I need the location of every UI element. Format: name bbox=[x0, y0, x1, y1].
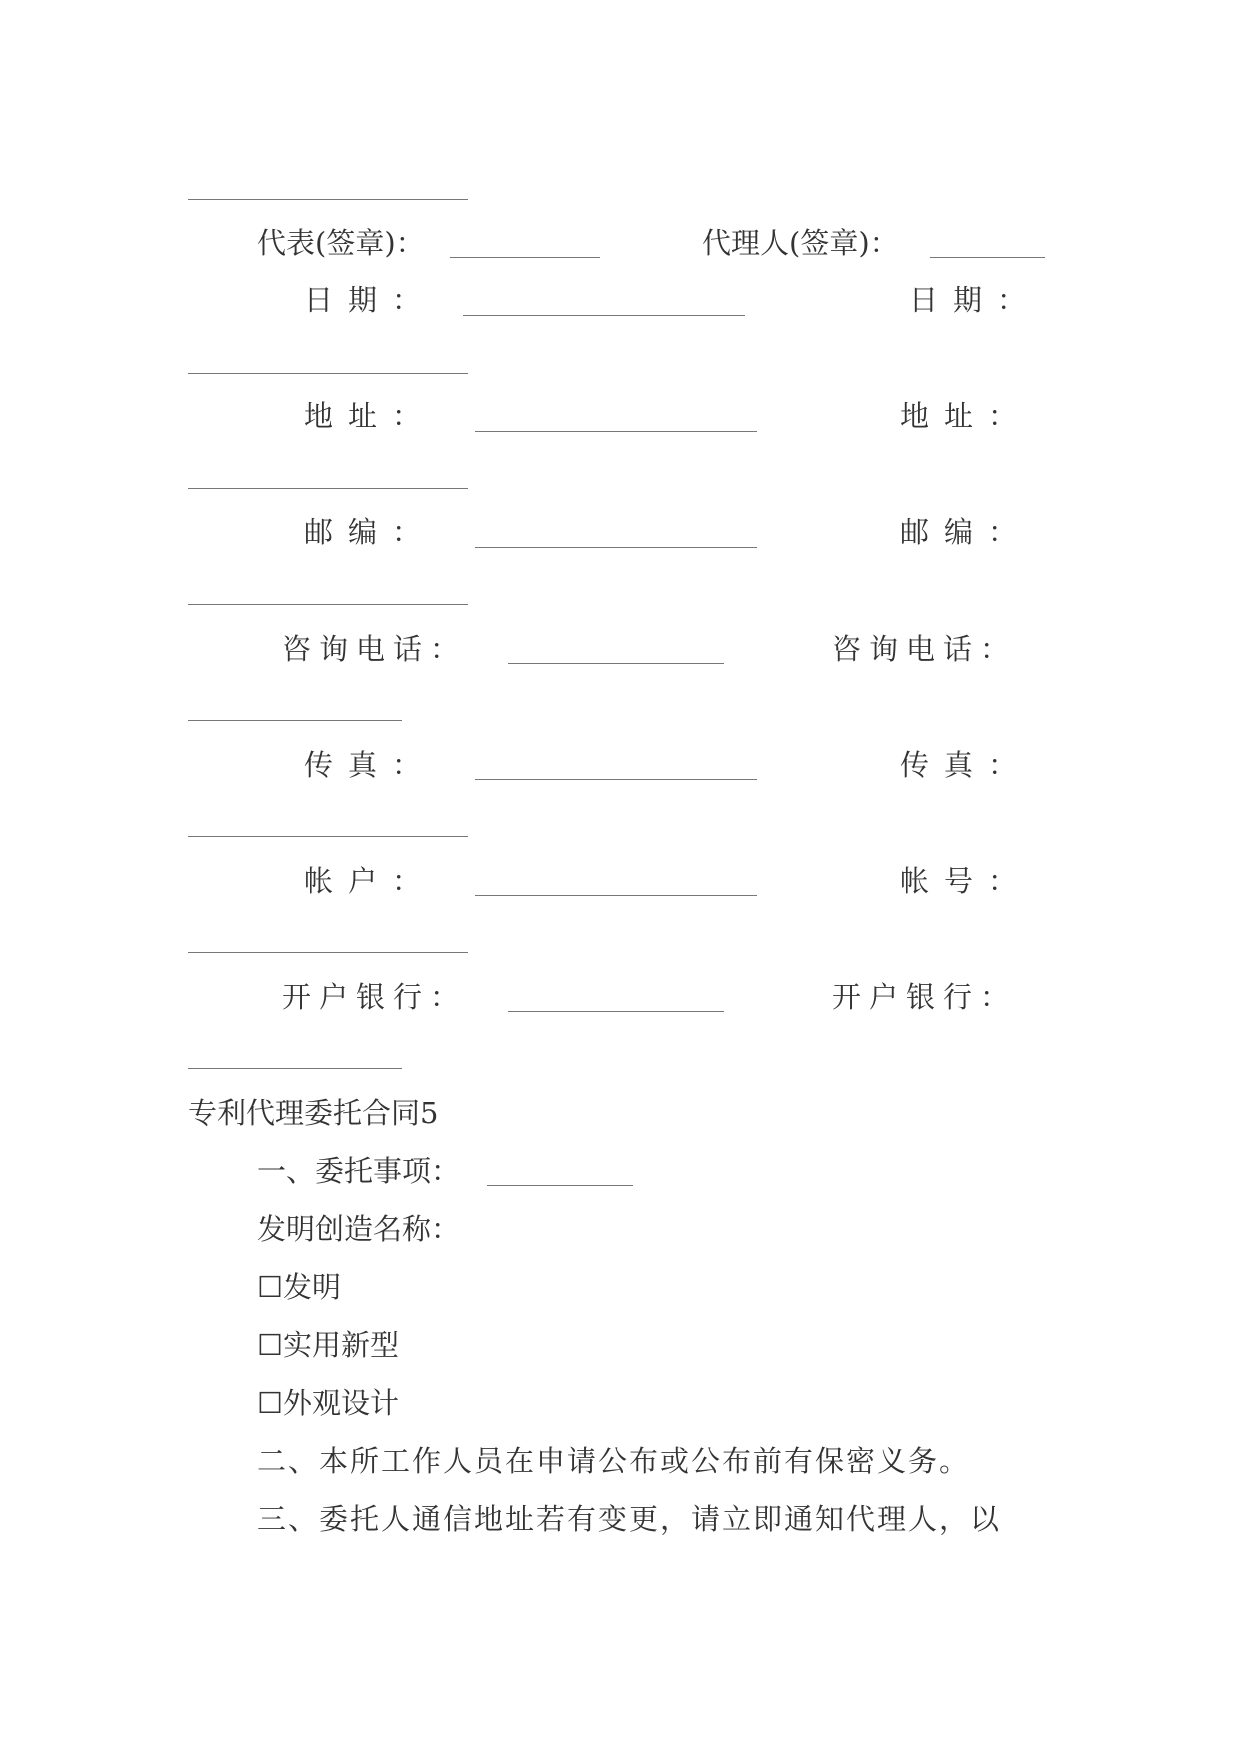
account-label-right: 帐号： bbox=[900, 864, 1033, 898]
checkbox-icon[interactable]: ☐ bbox=[257, 1386, 283, 1420]
account-blank-right[interactable] bbox=[188, 952, 468, 953]
address-blank-left[interactable] bbox=[475, 431, 757, 432]
blank-line bbox=[188, 199, 468, 200]
account-blank-left[interactable] bbox=[475, 895, 757, 896]
clause-3: 三、委托人通信地址若有变更，请立即通知代理人，以 bbox=[257, 1502, 1002, 1536]
option-utility-model[interactable] bbox=[257, 1328, 399, 1362]
invention-name-label: 发明创造名称： bbox=[257, 1212, 461, 1246]
fax-blank-left[interactable] bbox=[475, 779, 757, 780]
bank-label-right: 开户银行： bbox=[832, 980, 1018, 1014]
item1-blank[interactable] bbox=[487, 1185, 633, 1186]
item1-label: 一、委托事项： bbox=[257, 1154, 461, 1188]
postcode-blank-left[interactable] bbox=[475, 547, 757, 548]
phone-blank-left[interactable] bbox=[508, 663, 724, 664]
checkbox-icon[interactable]: ☐ bbox=[257, 1270, 283, 1304]
address-label-right: 地址： bbox=[900, 399, 1033, 433]
fax-blank-right[interactable] bbox=[188, 836, 468, 837]
postcode-label-right: 邮编： bbox=[900, 515, 1033, 549]
date-blank-right[interactable] bbox=[188, 373, 468, 374]
option-label: 外观设计 bbox=[283, 1386, 400, 1420]
agent-sign-label: 代理人(签章)： bbox=[702, 226, 899, 260]
checkbox-icon[interactable]: ☐ bbox=[257, 1328, 283, 1362]
phone-label-right: 咨询电话： bbox=[832, 632, 1018, 666]
option-design[interactable] bbox=[257, 1386, 399, 1420]
account-label-left: 帐户： bbox=[304, 864, 437, 898]
address-blank-right[interactable] bbox=[188, 488, 468, 489]
fax-label-right: 传真： bbox=[900, 748, 1033, 782]
option-label: 发明 bbox=[283, 1270, 342, 1304]
postcode-blank-right[interactable] bbox=[188, 604, 468, 605]
date-label-right: 日期： bbox=[909, 283, 1042, 317]
bank-blank-left[interactable] bbox=[508, 1011, 724, 1012]
contract-title: 专利代理委托合同5 bbox=[188, 1096, 439, 1130]
bank-blank-right[interactable] bbox=[188, 1068, 402, 1069]
option-label: 实用新型 bbox=[283, 1328, 400, 1362]
agent-sign-blank[interactable] bbox=[930, 257, 1045, 258]
bank-label-left: 开户银行： bbox=[282, 980, 468, 1014]
clause-2: 二、本所工作人员在申请公布或公布前有保密义务。 bbox=[257, 1444, 971, 1478]
address-label-left: 地址： bbox=[304, 399, 437, 433]
option-invention[interactable] bbox=[257, 1270, 341, 1304]
rep-sign-blank[interactable] bbox=[450, 257, 600, 258]
phone-blank-right[interactable] bbox=[188, 720, 402, 721]
postcode-label-left: 邮编： bbox=[304, 515, 437, 549]
fax-label-left: 传真： bbox=[304, 748, 437, 782]
phone-label-left: 咨询电话： bbox=[282, 632, 468, 666]
date-blank-left[interactable] bbox=[463, 315, 745, 316]
date-label-left: 日期： bbox=[304, 283, 437, 317]
rep-sign-label: 代表(签章)： bbox=[257, 226, 425, 260]
